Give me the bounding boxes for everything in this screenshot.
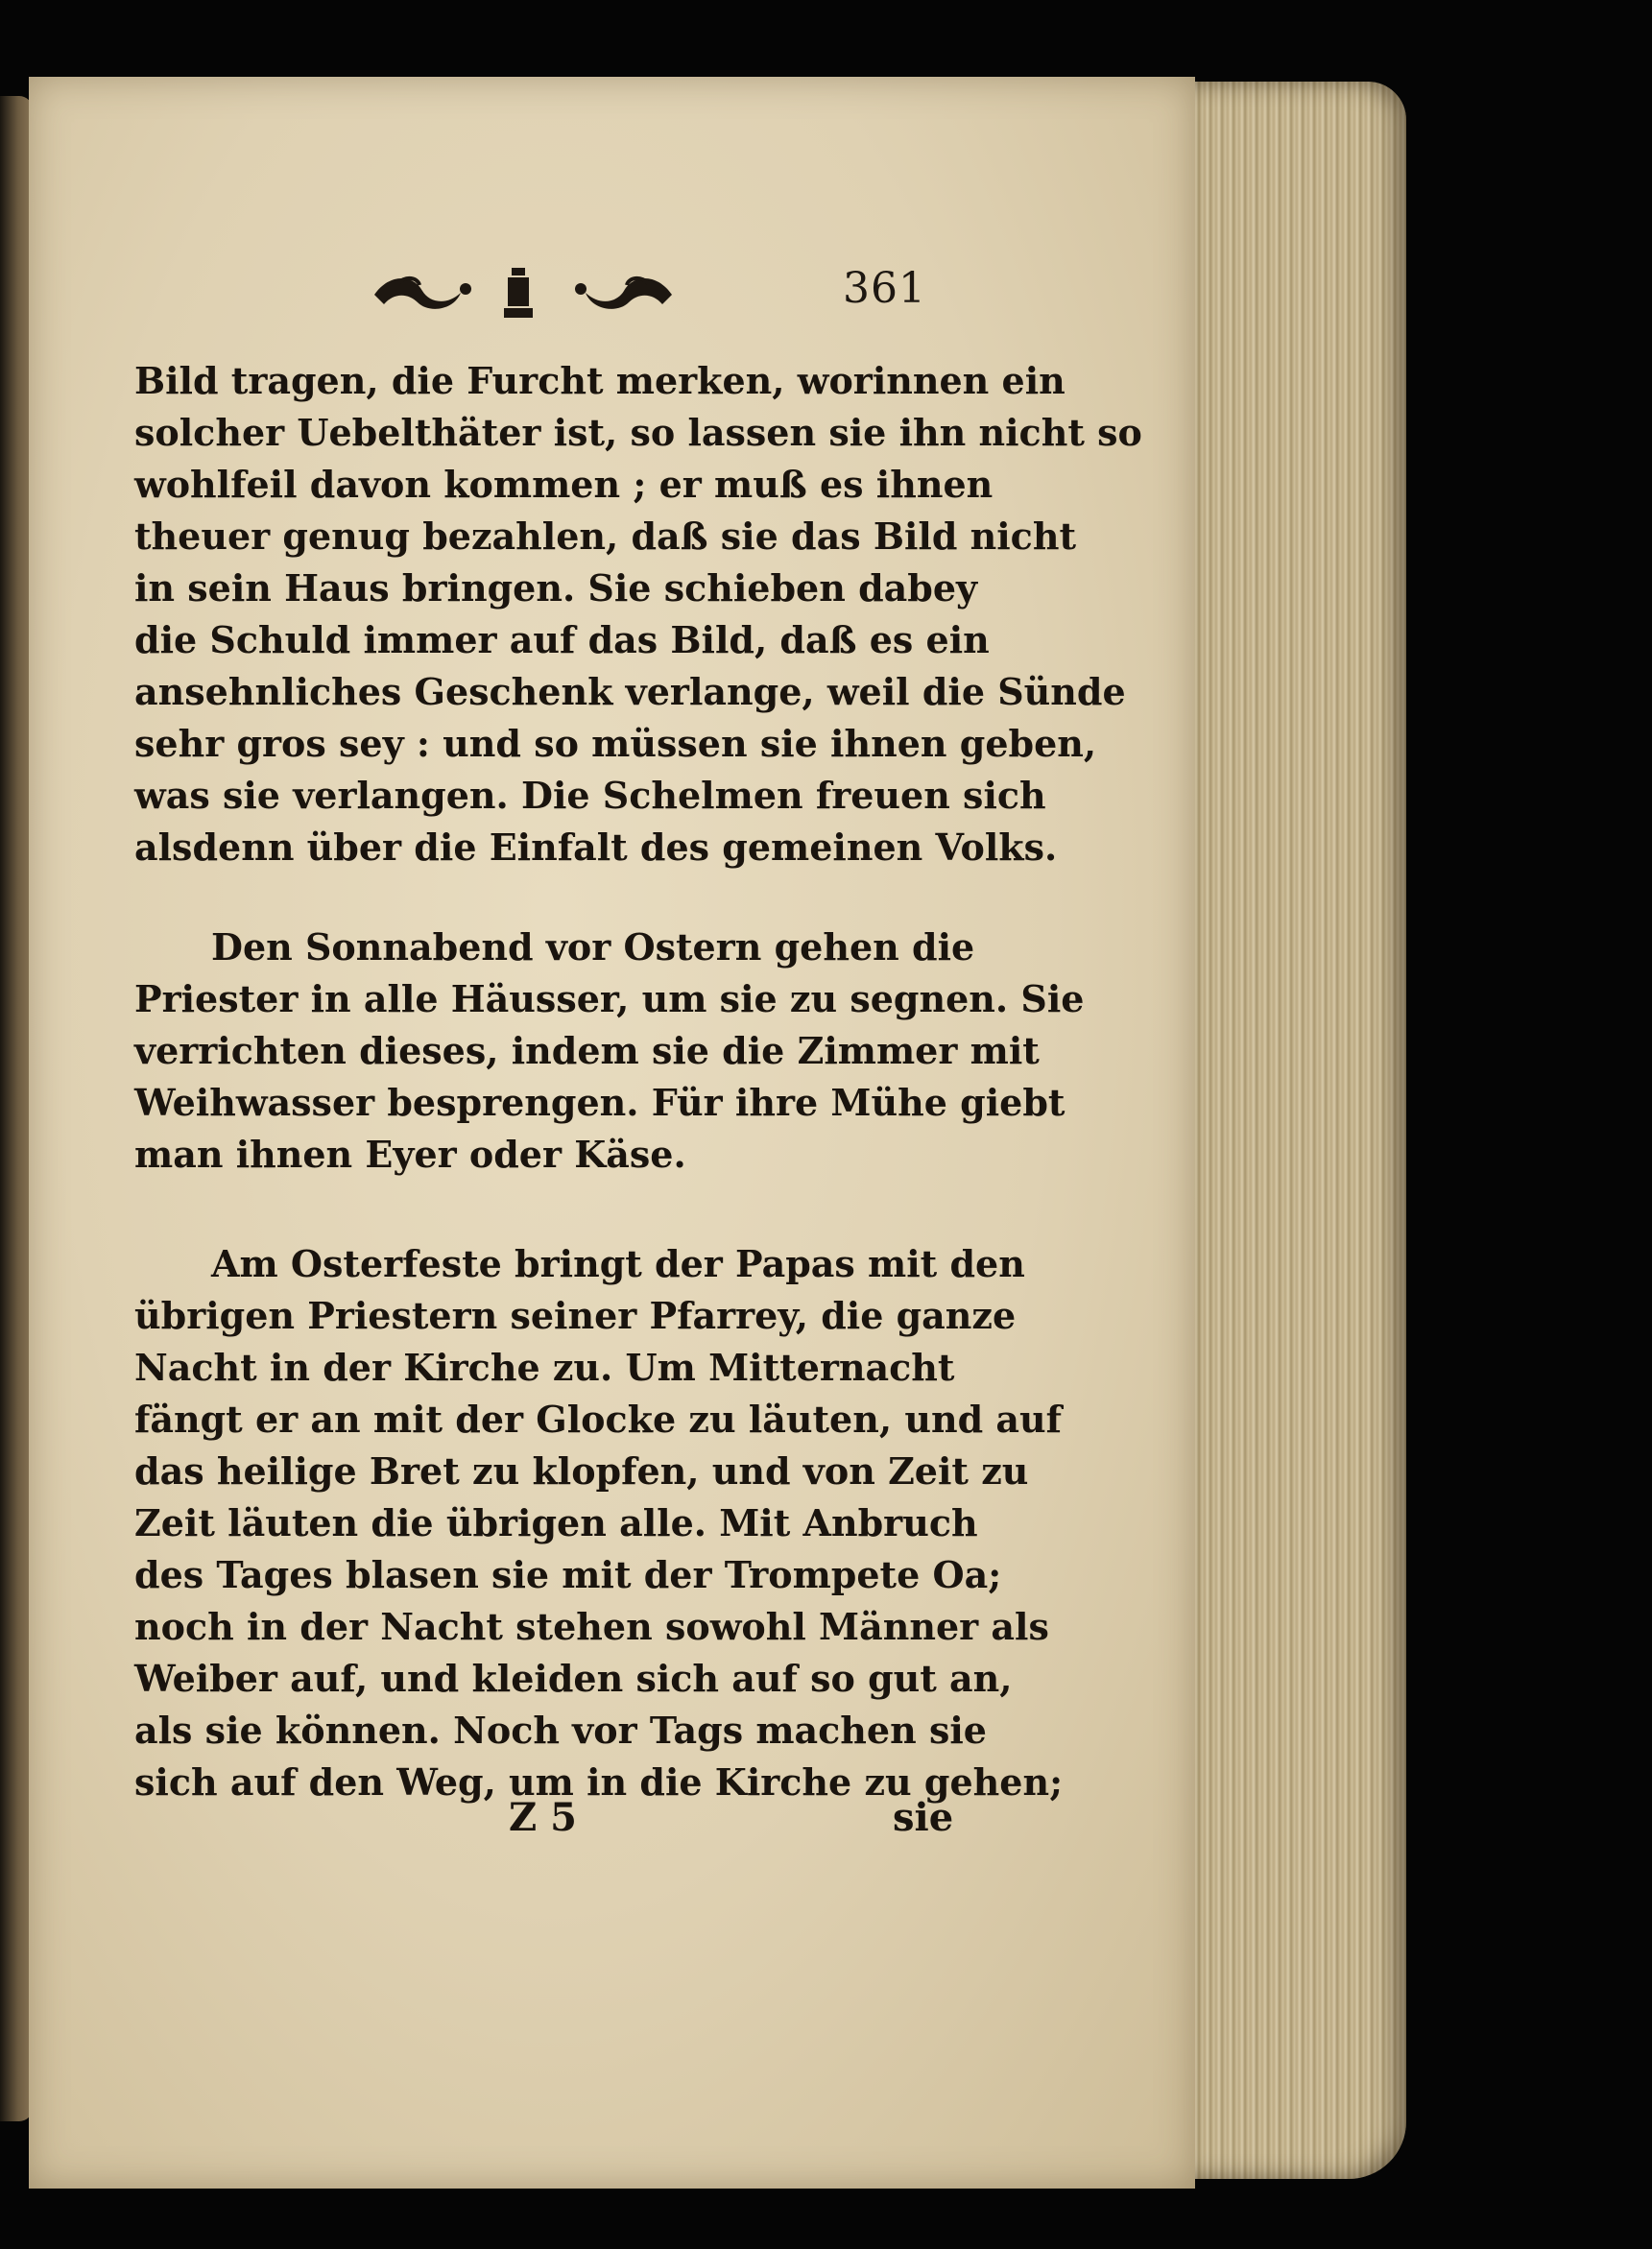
text-line: verrichten dieses, indem sie die Zimmer mit — [134, 1029, 1040, 1072]
text-line: als sie können. Noch vor Tags machen sie — [134, 1709, 987, 1752]
text-line: Nacht in der Kirche zu. Um Mitternacht — [134, 1346, 955, 1389]
text-line: man ihnen Eyer oder Käse. — [134, 1133, 686, 1176]
text-line: das heilige Bret zu klopfen, und von Zeit zu — [134, 1449, 1029, 1493]
paragraph-2 — [134, 921, 1085, 1181]
paragraph-1 — [134, 355, 1142, 873]
text-line: theuer genug bezahlen, daß sie das Bild nicht — [134, 514, 1077, 558]
text-line: solcher Uebelthäter ist, so lassen sie ihn nicht so — [134, 411, 1142, 454]
page-number: 361 — [843, 264, 926, 313]
text-line: des Tages blasen sie mit der Trompete Oa; — [134, 1553, 1002, 1596]
text-line: in sein Haus bringen. Sie schieben dabey — [134, 566, 978, 610]
text-line: wohlfeil davon kommen ; er muß es ihnen — [134, 463, 994, 506]
right-fleuron-icon — [571, 264, 677, 322]
text-line: Zeit läuten die übrigen alle. Mit Anbruch — [134, 1501, 978, 1544]
text-line: alsdenn über die Einfalt des gemeinen Volks. — [134, 825, 1058, 869]
text-line: die Schuld immer auf das Bild, daß es ein — [134, 618, 990, 661]
catchword: sie — [893, 1795, 954, 1840]
text-line: übrigen Priestern seiner Pfarrey, die ganze — [134, 1294, 1017, 1337]
text-line: was sie verlangen. Die Schelmen freuen sich — [134, 774, 1046, 817]
text-line: fängt er an mit der Glocke zu läuten, und auf — [134, 1398, 1062, 1441]
left-fleuron-icon — [370, 264, 475, 322]
text-line: Weiber auf, und kleiden sich auf so gut an, — [134, 1657, 1013, 1700]
paragraph-3 — [134, 1238, 1064, 1808]
text-line: Weihwasser besprengen. Für ihre Mühe giebt — [134, 1081, 1065, 1124]
show-through-shadow — [144, 869, 912, 907]
text-line: Priester in alle Häusser, um sie zu segnen. Sie — [134, 977, 1085, 1020]
text-line: noch in der Nacht stehen sowohl Männer als — [134, 1605, 1049, 1648]
page-header — [370, 264, 931, 331]
signature-mark: Z 5 — [509, 1795, 577, 1840]
text-line: Bild tragen, die Furcht merken, worinnen ein — [134, 359, 1065, 402]
facing-page-edge — [0, 96, 33, 2121]
text-line: sehr gros sey : und so müssen sie ihnen geben, — [134, 722, 1097, 765]
text-line: sich auf den Weg, um in die Kirche zu gehen; — [134, 1760, 1064, 1804]
text-line: Am Osterfeste bringt der Papas mit den — [211, 1242, 1025, 1285]
page-block-edges — [1190, 82, 1406, 2179]
central-finial-icon — [502, 264, 535, 322]
text-line: Den Sonnabend vor Ostern gehen die — [211, 925, 975, 969]
text-line: ansehnliches Geschenk verlange, weil die Sünde — [134, 670, 1126, 713]
